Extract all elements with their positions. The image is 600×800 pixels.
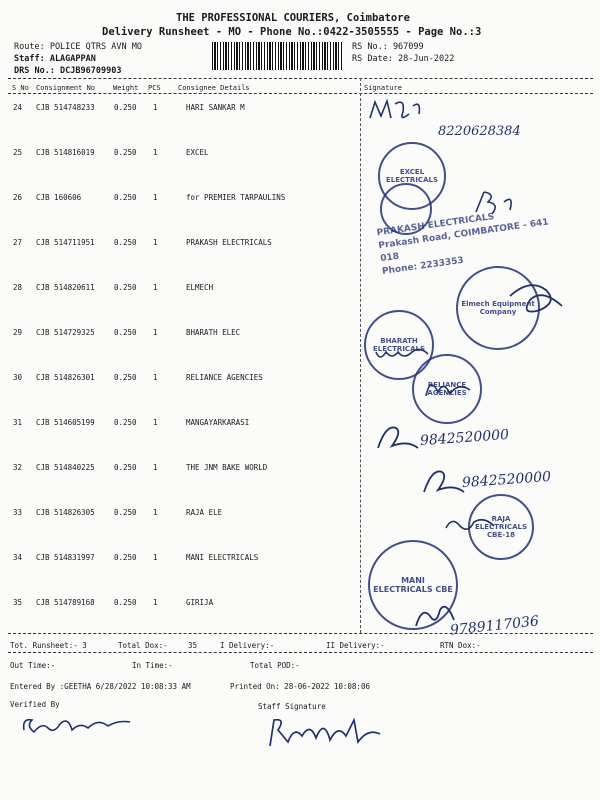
row-sno: 31 bbox=[13, 418, 23, 427]
row-consignment: CJB 514729325 bbox=[36, 328, 95, 337]
company-name: THE PROFESSIONAL COURIERS, Coimbatore bbox=[176, 12, 410, 24]
total-dox-value: 35 bbox=[188, 641, 198, 650]
row-pcs: 1 bbox=[153, 418, 158, 427]
row-weight: 0.250 bbox=[114, 328, 137, 337]
stamp-elmech: Elmech Equipment Company bbox=[456, 266, 540, 350]
col-weight: Weight bbox=[113, 84, 139, 92]
row-weight: 0.250 bbox=[114, 283, 137, 292]
row-consignee: RELIANCE AGENCIES bbox=[186, 373, 263, 382]
row-sno: 33 bbox=[13, 508, 23, 517]
out-time: Out Time:- bbox=[10, 661, 56, 670]
row-sno: 25 bbox=[13, 148, 23, 157]
col-signature: Signature bbox=[364, 84, 402, 92]
row-weight: 0.250 bbox=[114, 193, 137, 202]
table-row bbox=[0, 418, 600, 463]
row-consignee: GIRIJA bbox=[186, 598, 214, 607]
i-delivery: I Delivery:- bbox=[220, 641, 275, 650]
row-weight: 0.250 bbox=[114, 508, 137, 517]
row-pcs: 1 bbox=[153, 238, 158, 247]
total-pod: Total POD:- bbox=[250, 661, 300, 670]
row-sno: 24 bbox=[13, 103, 23, 112]
row-pcs: 1 bbox=[153, 508, 158, 517]
handwritten-phone-24: 8220628384 bbox=[438, 124, 521, 139]
row-pcs: 1 bbox=[153, 328, 158, 337]
col-pcs: PCS bbox=[148, 84, 161, 92]
row-pcs: 1 bbox=[153, 148, 158, 157]
signature-row-24 bbox=[365, 96, 465, 126]
row-consignment: CJB 514826305 bbox=[36, 508, 95, 517]
row-consignee: ELMECH bbox=[186, 283, 214, 292]
in-time: In Time:- bbox=[132, 661, 173, 670]
row-pcs: 1 bbox=[153, 193, 158, 202]
table-header-rule bbox=[8, 93, 593, 94]
stamp-mani: MANI ELECTRICALS CBE bbox=[368, 540, 458, 630]
row-consignee: MANI ELECTRICALS bbox=[186, 553, 259, 562]
row-pcs: 1 bbox=[153, 598, 158, 607]
tot-runsheet: Tot. Runsheet:- 3 bbox=[10, 641, 87, 650]
row-consignee: BHARATH ELEC bbox=[186, 328, 241, 337]
row-consignment: CJB 514816019 bbox=[36, 148, 95, 157]
row-weight: 0.250 bbox=[114, 418, 137, 427]
rs-date: RS Date: 28-Jun-2022 bbox=[352, 54, 455, 64]
rs-number: RS No.: 967099 bbox=[352, 42, 424, 52]
col-consignment: Consignment No bbox=[36, 84, 96, 92]
table-row bbox=[0, 553, 600, 598]
row-weight: 0.250 bbox=[114, 148, 137, 157]
row-sno: 34 bbox=[13, 553, 23, 562]
handwritten-phone-31: 9842520000 bbox=[419, 426, 510, 450]
stamp-raja: RAJA ELECTRICALS CBE-18 bbox=[468, 494, 534, 560]
table-top-rule bbox=[8, 78, 593, 79]
col-consignee: Consignee Details bbox=[178, 84, 250, 92]
row-weight: 0.250 bbox=[114, 238, 137, 247]
row-weight: 0.250 bbox=[114, 463, 137, 472]
signature-row-30 bbox=[420, 372, 480, 402]
row-weight: 0.250 bbox=[114, 103, 137, 112]
row-consignee: MANGAYARKARASI bbox=[186, 418, 250, 427]
row-pcs: 1 bbox=[153, 463, 158, 472]
verified-signature bbox=[18, 708, 138, 742]
stamp-prakash: PRAKASH ELECTRICALS Prakash Road, COIMBATORE - 641 018 Phone: 2233353 bbox=[376, 212, 550, 278]
row-consignment: CJB 160606 bbox=[36, 193, 82, 202]
handwritten-phone-32: 9842520000 bbox=[461, 468, 552, 492]
table-row bbox=[0, 148, 600, 193]
staff-signature-label: Staff Signature bbox=[258, 702, 326, 711]
row-sno: 28 bbox=[13, 283, 23, 292]
table-row bbox=[0, 373, 600, 418]
stamp-excel: EXCEL ELECTRICALS bbox=[378, 142, 446, 210]
row-consignment: CJB 514820611 bbox=[36, 283, 95, 292]
row-consignee: HARI SANKAR M bbox=[186, 103, 245, 112]
row-pcs: 1 bbox=[153, 103, 158, 112]
row-consignment: CJB 514826301 bbox=[36, 373, 95, 382]
row-weight: 0.250 bbox=[114, 598, 137, 607]
row-consignment: CJB 514840225 bbox=[36, 463, 95, 472]
row-consignee: for PREMIER TARPAULINS bbox=[186, 193, 286, 202]
ii-delivery: II Delivery:- bbox=[326, 641, 385, 650]
row-sno: 27 bbox=[13, 238, 23, 247]
drs-number: DRS No.: DCJB96709903 bbox=[14, 66, 122, 76]
footer-middle-rule bbox=[8, 652, 593, 653]
row-sno: 32 bbox=[13, 463, 23, 472]
row-consignment: CJB 514711951 bbox=[36, 238, 95, 247]
total-dox-label: Total Dox:- bbox=[118, 641, 168, 650]
col-sno: S No bbox=[12, 84, 29, 92]
row-consignment: CJB 514748233 bbox=[36, 103, 95, 112]
staff: Staff: ALAGAPPAN bbox=[14, 54, 96, 64]
signature-row-31 bbox=[372, 418, 422, 458]
row-sno: 30 bbox=[13, 373, 23, 382]
row-pcs: 1 bbox=[153, 373, 158, 382]
verified-by-label: Verified By bbox=[10, 700, 60, 709]
printed-on: Printed On: 28-06-2022 10:08:06 bbox=[230, 682, 370, 691]
signature-row-32 bbox=[418, 462, 468, 502]
runsheet-title: Delivery Runsheet - MO - Phone No.:0422-3505555 - Page No.:3 bbox=[102, 26, 482, 38]
footer-top-rule bbox=[8, 633, 593, 634]
signature-row-33 bbox=[440, 512, 500, 536]
row-sno: 35 bbox=[13, 598, 23, 607]
row-consignee: THE JNM BAKE WORLD bbox=[186, 463, 268, 472]
row-sno: 26 bbox=[13, 193, 23, 202]
row-weight: 0.250 bbox=[114, 553, 137, 562]
handwritten-phone-35: 9789117036 bbox=[449, 613, 540, 639]
staff-signature bbox=[264, 712, 394, 752]
row-sno: 29 bbox=[13, 328, 23, 337]
row-consignment: CJB 514789168 bbox=[36, 598, 95, 607]
signature-row-28 bbox=[500, 276, 570, 326]
row-consignment: CJB 514605199 bbox=[36, 418, 95, 427]
row-weight: 0.250 bbox=[114, 373, 137, 382]
entered-by: Entered By :GEETHA 6/28/2022 10:08:33 AM bbox=[10, 682, 191, 691]
row-pcs: 1 bbox=[153, 553, 158, 562]
barcode bbox=[212, 42, 342, 70]
rtn-dox: RTN Dox:- bbox=[440, 641, 481, 650]
route: Route: POLICE QTRS AVN MO bbox=[14, 42, 142, 52]
row-consignment: CJB 514831997 bbox=[36, 553, 95, 562]
row-consignee: PRAKASH ELECTRICALS bbox=[186, 238, 272, 247]
row-consignee: EXCEL bbox=[186, 148, 209, 157]
row-consignee: RAJA ELE bbox=[186, 508, 223, 517]
stamp-reliance: RELIANCE AGENCIES bbox=[412, 354, 482, 424]
row-pcs: 1 bbox=[153, 283, 158, 292]
stamp-bharath: BHARATH ELECTRICALS bbox=[364, 310, 434, 380]
